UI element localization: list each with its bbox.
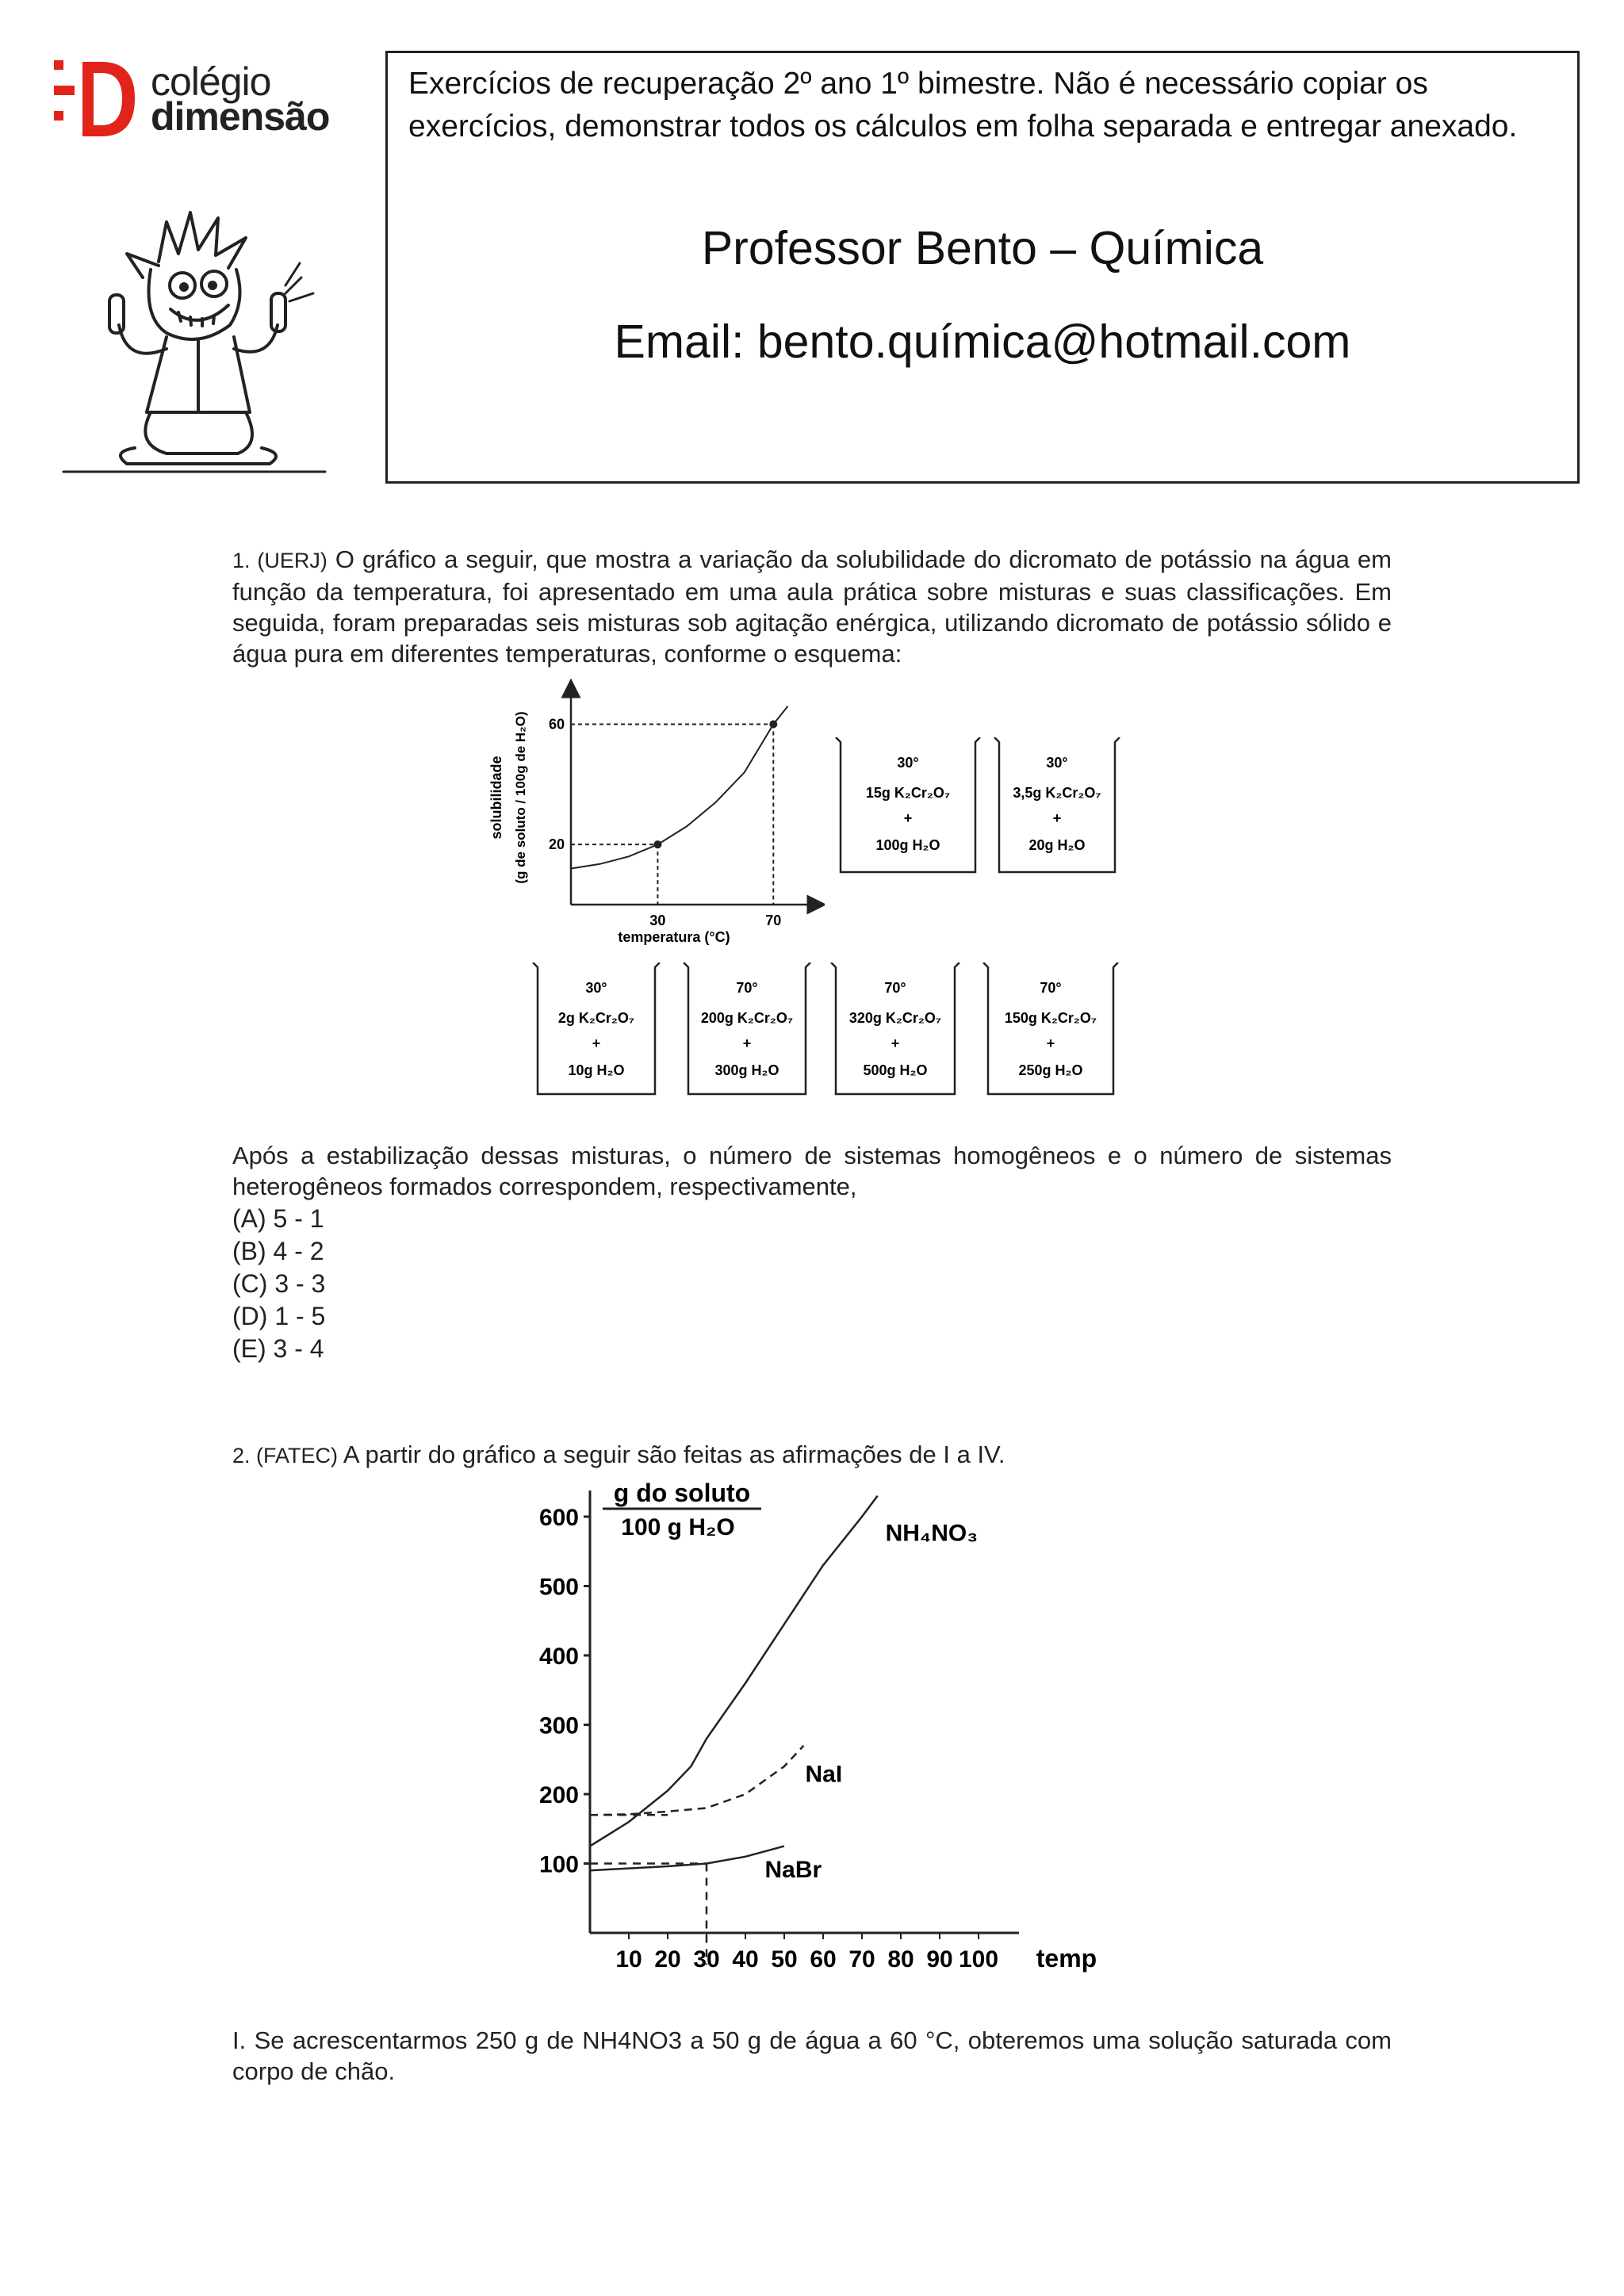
q1-ytick-label: 60 <box>548 716 565 733</box>
beaker-plus: + <box>1046 1035 1055 1051</box>
q2-xtick-label: 50 <box>771 1946 798 1973</box>
logo-d-mark <box>52 57 140 144</box>
q1-option-d: (D) 1 - 5 <box>232 1302 326 1330</box>
beaker-1 <box>833 737 983 875</box>
q1-xtick-label: 70 <box>765 913 782 928</box>
beaker-water: 300g H₂O <box>714 1062 779 1078</box>
q2-ytick-label: 600 <box>538 1505 579 1531</box>
q1-chart-ylabel2: (g de soluto / 100g de H₂O) <box>513 711 528 884</box>
logo-text-colegio: colégio <box>151 59 271 104</box>
q2-ytick-label: 100 <box>538 1851 579 1878</box>
q2-ylabel-numerator: g do soluto <box>613 1479 751 1507</box>
q2-xtick-label: 10 <box>615 1946 642 1973</box>
q2-ylabel-denominator: 100 g H₂O <box>621 1514 735 1540</box>
beaker-5 <box>828 962 963 1097</box>
beaker-solute: 200g K₂Cr₂O₇ <box>700 1010 794 1026</box>
beaker-solute: 150g K₂Cr₂O₇ <box>1004 1010 1097 1026</box>
beaker-temp: 70° <box>1040 980 1062 996</box>
q2-xtick-label: 100 <box>958 1946 999 1973</box>
beaker-4 <box>680 962 814 1097</box>
beaker-plus: + <box>891 1035 900 1051</box>
beaker-water: 250g H₂O <box>1018 1062 1083 1078</box>
q1-solubility-chart <box>484 679 825 948</box>
q1-marked-point <box>769 721 777 729</box>
q2-xtick-label: 30 <box>693 1946 720 1973</box>
q2-series-label: NaI <box>805 1761 843 1788</box>
q2-statement <box>232 1439 1392 1471</box>
q1-axes <box>571 688 817 905</box>
beaker-plus: + <box>592 1035 601 1051</box>
beaker-temp: 30° <box>1046 755 1068 771</box>
q2-xtick-label: 90 <box>926 1946 953 1973</box>
q2-ytick-label: 200 <box>538 1782 579 1808</box>
q1-source: 1. (UERJ) <box>232 549 327 572</box>
q1-ytick-label: 20 <box>548 836 565 853</box>
q2-xtick-label: 40 <box>732 1946 759 1973</box>
beaker-plus: + <box>742 1035 752 1051</box>
beaker-2 <box>991 737 1123 875</box>
beaker-solute: 2g K₂Cr₂O₇ <box>557 1010 635 1026</box>
beaker-water: 100g H₂O <box>875 837 940 853</box>
q1-statement <box>232 544 1392 669</box>
q1-marked-point <box>653 840 661 848</box>
q1-option-b: (B) 4 - 2 <box>232 1237 324 1265</box>
q2-xtick-label: 80 <box>887 1946 914 1973</box>
q2-xtick-label: 20 <box>654 1946 681 1973</box>
header-info-box <box>385 51 1580 484</box>
q1-xtick-label: 30 <box>649 913 666 928</box>
logo-text-dimensao: dimensão <box>151 94 330 139</box>
beaker-solute: 320g K₂Cr₂O₇ <box>848 1010 942 1026</box>
beaker-temp: 70° <box>884 980 906 996</box>
beaker-plus: + <box>1052 810 1062 826</box>
q1-question: Após a estabilização dessas misturas, o número de sistemas homogêneos e o número de sistemas heterogêneos formados correspondem, respectivamente, <box>232 1142 1392 1200</box>
q1-option-a: (A) 5 - 1 <box>232 1204 324 1233</box>
q2-ytick-label: 300 <box>538 1712 579 1739</box>
beaker-water: 10g H₂O <box>568 1062 625 1078</box>
beaker-plus: + <box>903 810 913 826</box>
beaker-temp: 30° <box>585 980 607 996</box>
q2-series-label: NaBr <box>764 1857 822 1883</box>
q1-option-c: (C) 3 - 3 <box>232 1269 326 1298</box>
instructions-text: Exercícios de recuperação 2º ano 1º bimestre. Não é necessário copiar os exercícios, demonstrar todos os cálculos em folha separada e entregar anexado. <box>408 67 1518 144</box>
beaker-3 <box>530 962 663 1097</box>
q2-xtick-label: 60 <box>810 1946 837 1973</box>
q2-series-label: NH₄NO₃ <box>885 1520 979 1547</box>
beaker-temp: 70° <box>736 980 758 996</box>
q2-ytick-label: 400 <box>538 1644 579 1670</box>
q2-series-line-2 <box>590 1846 784 1871</box>
q1-chart-xlabel: temperatura (°C) <box>618 929 730 945</box>
beaker-water: 20g H₂O <box>1028 837 1086 853</box>
beaker-solute: 3,5g K₂Cr₂O₇ <box>1013 785 1101 801</box>
q1-solubility-curve <box>571 706 788 869</box>
q2-xtick-label: 70 <box>848 1946 875 1973</box>
professor-name: Professor Bento – Química <box>701 222 1264 274</box>
q2-text: A partir do gráfico a seguir são feitas as afirmações de I a IV. <box>343 1441 1005 1468</box>
q1-option-e: (E) 3 - 4 <box>232 1334 324 1363</box>
beaker-solute: 15g K₂Cr₂O₇ <box>865 785 951 801</box>
q2-solubility-chart <box>519 1475 1122 1982</box>
professor-email: Email: bento.química@hotmail.com <box>614 316 1351 368</box>
school-logo <box>52 57 354 144</box>
q2-statement-i: I. Se acrescentarmos 250 g de NH4NO3 a 50 g de água a 60 °C, obteremos uma solução saturada com corpo de chão. <box>232 2026 1392 2085</box>
q2-xlabel: temp <box>1036 1944 1097 1973</box>
q2-source: 2. (FATEC) <box>232 1444 339 1468</box>
q2-ytick-label: 500 <box>538 1574 579 1601</box>
q2-series-line-0 <box>590 1496 878 1846</box>
beaker-temp: 30° <box>897 755 919 771</box>
beaker-6 <box>980 962 1121 1097</box>
scientist-mascot-illustration <box>48 206 341 484</box>
q1-text: O gráfico a seguir, que mostra a variação da solubilidade do dicromato de potássio na água em função da temperatura, foi apresentado em uma aula prática sobre misturas e suas classificações. Em seguida, foram preparadas seis misturas sob agitação enérgica, utilizando dicromato de potássio sólido e água pura em diferentes temperaturas, conforme o esquema: <box>232 545 1392 668</box>
beaker-water: 500g H₂O <box>863 1062 928 1078</box>
q1-chart-ylabel: solubilidade <box>488 756 504 840</box>
